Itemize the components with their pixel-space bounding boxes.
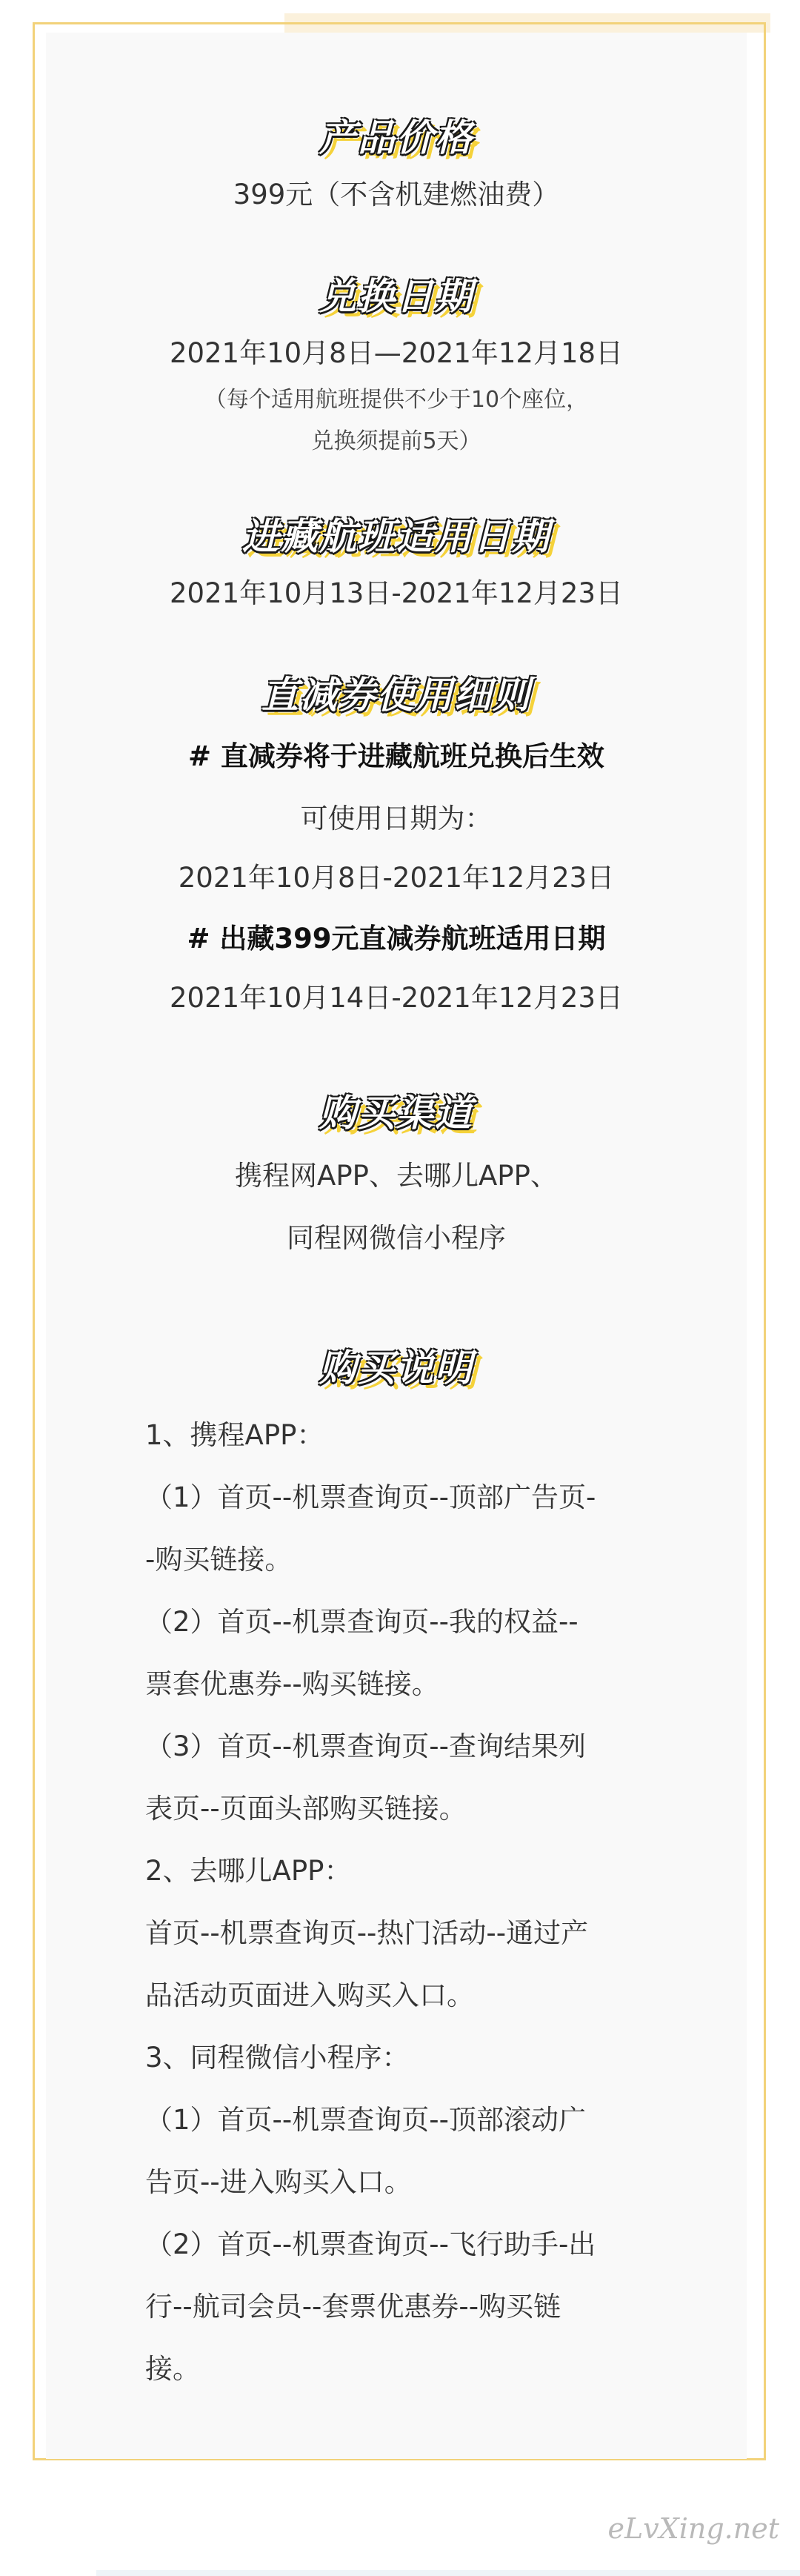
article-content xyxy=(46,33,747,2459)
instruction-line: 1、携程APP： xyxy=(145,1419,324,1451)
flight-dates: 2021年10月13日-2021年12月23日 xyxy=(170,577,623,609)
exchange-note-2: 兑换须提前5天） xyxy=(311,428,481,454)
instruction-line: （2）首页--机票查询页--我的权益-- xyxy=(145,1606,579,1638)
watermark: eLvXing.net xyxy=(607,2512,779,2545)
coupon-rule-5: 2021年10月14日-2021年12月23日 xyxy=(170,982,623,1014)
instruction-line: 3、同程微信小程序： xyxy=(145,2042,410,2074)
section-title-instructions: 购买说明 xyxy=(319,1347,473,1390)
section-title-channel: 购买渠道 xyxy=(319,1092,473,1135)
coupon-rule-4: # 出藏399元直减券航班适用日期 xyxy=(187,923,606,955)
instruction-line: （2）首页--机票查询页--飞行助手-出 xyxy=(145,2228,596,2260)
section-title-flight: 进藏航班适用日期 xyxy=(242,515,550,558)
section-title-price: 产品价格 xyxy=(319,116,473,159)
instruction-line: 表页--页面头部购买链接。 xyxy=(145,1793,467,1825)
instruction-line: （1）首页--机票查询页--顶部滚动广 xyxy=(145,2104,586,2136)
coupon-rule-3: 2021年10月8日-2021年12月23日 xyxy=(178,862,615,894)
instruction-line: （3）首页--机票查询页--查询结果列 xyxy=(145,1730,586,1762)
instruction-line: 首页--机票查询页--热门活动--通过产 xyxy=(145,1917,589,1949)
section-title-exchange: 兑换日期 xyxy=(319,275,473,318)
section-title-coupon: 直减券使用细则 xyxy=(261,674,531,717)
channel-line-1: 携程网APP、去哪儿APP、 xyxy=(235,1160,558,1192)
coupon-rule-1: # 直减券将于进藏航班兑换后生效 xyxy=(188,740,604,772)
channel-line-2: 同程网微信小程序 xyxy=(287,1222,506,1254)
coupon-rule-2: 可使用日期为： xyxy=(300,803,493,834)
instruction-line: 品活动页面进入购买入口。 xyxy=(145,1979,474,2011)
exchange-dates: 2021年10月8日—2021年12月18日 xyxy=(169,337,624,369)
instruction-line: （1）首页--机票查询页--顶部广告页- xyxy=(145,1481,596,1513)
instruction-line: -购买链接。 xyxy=(145,1544,293,1576)
instruction-line: 告页--进入购买入口。 xyxy=(145,2166,412,2198)
exchange-note-1: （每个适用航班提供不少于10个座位， xyxy=(204,387,589,413)
instruction-line: 2、去哪儿APP： xyxy=(145,1855,352,1887)
price-text: 399元（不含机建燃油费） xyxy=(233,179,560,210)
instruction-line: 票套优惠券--购买链接。 xyxy=(145,1668,439,1700)
instruction-line: 接。 xyxy=(145,2353,200,2385)
instruction-line: 行--航司会员--套票优惠券--购买链 xyxy=(145,2291,561,2323)
bottom-decoration xyxy=(96,2570,800,2576)
